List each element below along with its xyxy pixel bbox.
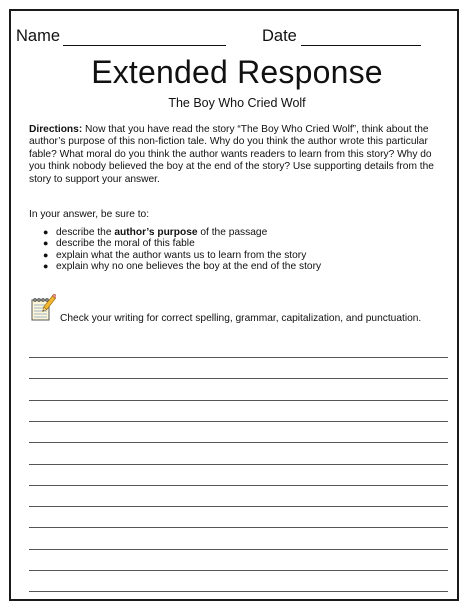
name-label: Name xyxy=(16,27,61,45)
writing-line[interactable] xyxy=(29,506,448,507)
writing-line[interactable] xyxy=(29,400,448,401)
list-item-text: explain what the author wants us to learn from the story xyxy=(56,249,307,261)
date-field[interactable] xyxy=(301,45,421,46)
bullet-icon: ● xyxy=(43,238,49,249)
notepad-pencil-icon xyxy=(30,294,56,322)
list-item-emphasis: author’s purpose xyxy=(114,227,198,238)
list-item xyxy=(43,238,433,249)
writing-line[interactable] xyxy=(29,591,448,592)
list-item xyxy=(43,227,433,238)
story-title: The Boy Who Cried Wolf xyxy=(168,96,306,110)
list-item-text: explain why no one believes the boy at the end of the story xyxy=(56,261,322,273)
bullet-icon: ● xyxy=(43,227,49,237)
directions-label: Directions: xyxy=(29,124,83,135)
directions-text: Now that you have read the story “The Boy Who Cried Wolf”, think about the author’s purpose of this non-fiction tale. Why do you think the author wrote this particular fable? What moral do you think the author wants readers to learn from this story? Why do you think nobody believed the boy at the end of the story? Use supporting details from the story to support your answer. xyxy=(29,124,434,185)
list-item-text: describe the xyxy=(56,227,115,238)
header-row xyxy=(16,26,436,48)
writing-line[interactable] xyxy=(29,357,448,358)
list-item xyxy=(43,250,433,261)
list-item-text: describe the moral of this fable xyxy=(56,238,195,250)
writing-line[interactable] xyxy=(29,442,448,443)
list-item xyxy=(43,261,433,272)
writing-line[interactable] xyxy=(29,421,448,422)
writing-line[interactable] xyxy=(29,464,448,465)
list-item-text: of the passage xyxy=(197,227,268,238)
writing-line[interactable] xyxy=(29,549,448,550)
writing-line[interactable] xyxy=(29,527,448,528)
writing-area[interactable] xyxy=(29,357,448,593)
requirements-list xyxy=(43,227,433,273)
directions-paragraph xyxy=(29,124,443,186)
name-field[interactable] xyxy=(63,45,226,46)
writing-line[interactable] xyxy=(29,378,448,379)
writing-checklist-note: Check your writing for correct spelling, grammar, capitalization, and punctuation. xyxy=(60,313,422,324)
page-title: Extended Response xyxy=(91,54,383,90)
bullet-icon: ● xyxy=(43,261,49,272)
date-label: Date xyxy=(262,27,297,45)
instructions-intro: In your answer, be sure to: xyxy=(29,209,150,220)
writing-line[interactable] xyxy=(29,570,448,571)
bullet-icon: ● xyxy=(43,249,49,260)
writing-line[interactable] xyxy=(29,485,448,486)
